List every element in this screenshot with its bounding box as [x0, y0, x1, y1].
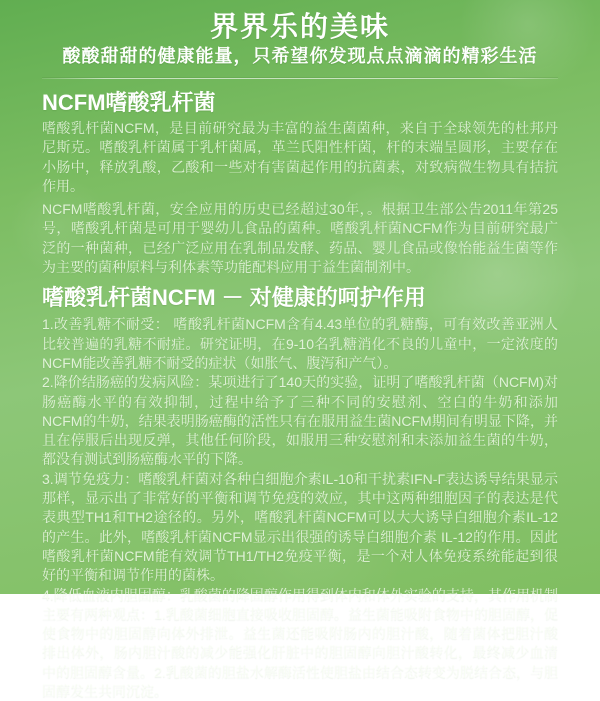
page-content [42, 91, 558, 701]
page-header [0, 0, 600, 79]
paragraph-benefit-1-lactose: 1.改善乳糖不耐受： 嗜酸乳杆菌NCFM含有4.43单位的乳糖酶，可有效改善亚洲人比较普遍的乳糖不耐症。研究证明，在9-10名乳糖消化不良的儿童中，一定浓度的NCFM能改善乳糖不耐受的症状（如胀气、腹泻和产气）。 [42, 316, 558, 371]
paragraph-benefit-2-colon-cancer: 2.降价结肠癌的发病风险：某项进行了140天的实验，证明了嗜酸乳杆菌（NCFM)对肠癌酶水平的有效抑制，过程中给予了三种不同的安慰剂、空白的牛奶和添加NCFM的牛奶，结果表明肠癌酶的活性只有在服用益生菌NCFM期间有明显下降，并且在停服后出现反弹，其他任何阶段，如服用三种安慰剂和未添加益生菌的牛奶，都没有测试到肠癌酶水平的下降。 [42, 374, 558, 468]
paragraph-intro-2: NCFM嗜酸乳杆菌，安全应用的历史已经超过30年，。根据卫生部公告2011年第25号，嗜酸乳杆菌是可用于婴幼儿食品的菌种。嗜酸乳杆菌NCFM作为目前研究最广泛的一种菌种，已经广泛应用在乳制品发酵、药品、婴儿食品或像怡能益生菌等作为主要的菌种原料与利体素等功能配料应用于益生菌制剂中。 [42, 201, 558, 276]
section-heading-health-benefits: 嗜酸乳杆菌NCFM － 对健康的呵护作用 [42, 285, 426, 311]
header-divider [42, 78, 558, 79]
paragraph-intro-1: 嗜酸乳杆菌NCFM，是目前研究最为丰富的益生菌菌种，来自于全球领先的杜邦丹尼斯克。嗜酸乳杆菌属于乳杆菌属，革兰氏阳性杆菌，杆的末端呈圆形，主要存在小肠中，释放乳酸，乙酸和一些对有害菌起作用的抗菌素，对致病微生物具有拮抗作用。 [42, 120, 558, 194]
section-health-benefits [42, 286, 558, 701]
section-heading-ncfm-intro: NCFM嗜酸乳杆菌 [42, 90, 216, 115]
page-subtitle: 酸酸甜甜的健康能量，只希望你发现点点滴滴的精彩生活 [62, 46, 538, 66]
paragraph-benefit-4-cholesterol: 4.降低血液内胆固醇：乳酸菌的降固醇作用得到体内和体外实验的支持，其作用机制主要有两种观点：1.乳酸菌细胞直接吸收胆固醇。益生菌能吸附食物中的胆固醇，促使食物中的胆固醇向体外排泄。益生菌还能吸附肠内的胆汁酸，随着菌体把胆汁酸排出体外，肠内胆汁酸的减少能强化肝脏中的胆固醇向胆汁酸转化，最终减少血清中的胆固醇含量。2.乳酸菌的胆盐水解酶活性使胆盐由结合态转变为脱结合态，与胆固醇发生共同沉淀。 [42, 586, 558, 700]
paragraph-benefit-3-immunity: 3.调节免疫力：嗜酸乳杆菌对各种白细胞介素IL-10和干扰素IFN-Γ表达诱导结果显示那样，显示出了非常好的平衡和调节免疫的效应，其中这两种细胞因子的表达是代表典型TH1和TH2途径的。另外，嗜酸乳杆菌NCFM可以大大诱导白细胞介素IL-12的产生。此外，嗜酸乳杆菌NCFM显示出很强的诱导白细胞介素 IL-12的作用。因此嗜酸乳杆菌NCFM能有效调节TH1/TH2免疫平衡，是一个对人体免疫系统能起到很好的平衡和调节作用的菌株。 [42, 470, 558, 584]
section-ncfm-intro [42, 91, 558, 277]
page-title: 界界乐的美味 [209, 11, 390, 42]
